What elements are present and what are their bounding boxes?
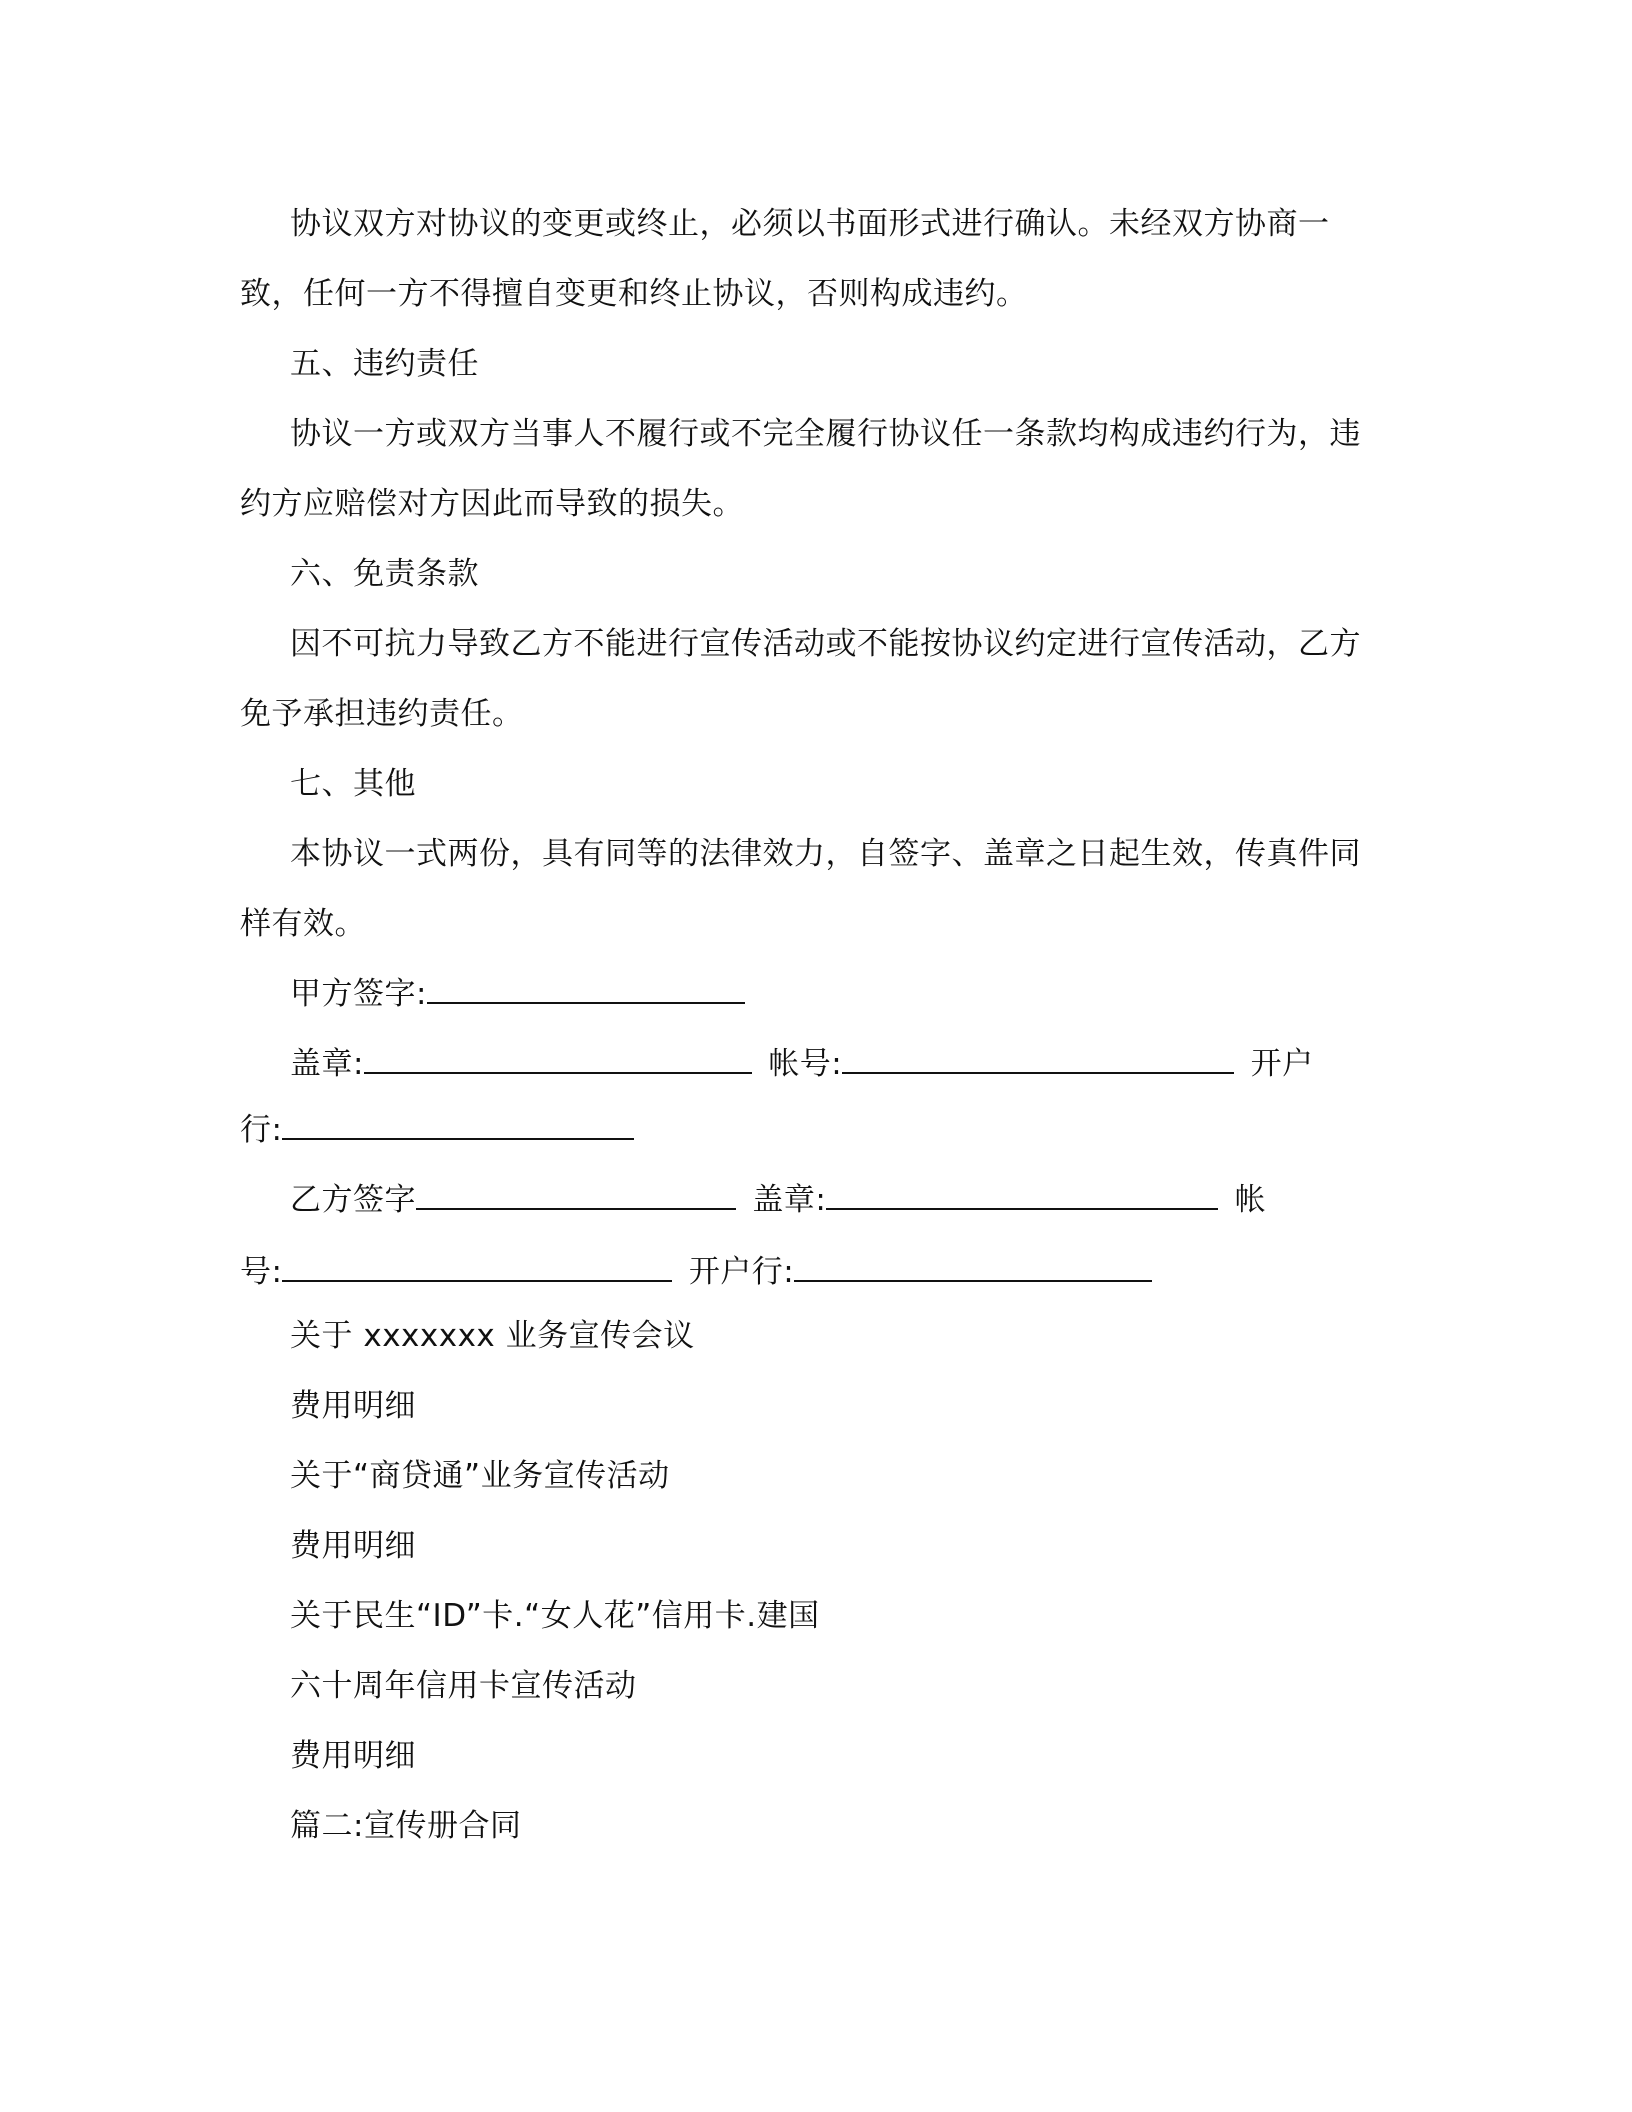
paragraph-line: 协议双方对协议的变更或终止，必须以书面形式进行确认。未经双方协商一 [290,206,1330,242]
paragraph-line: 样有效。 [240,906,366,942]
tail-line: 关于 xxxxxxx 业务宣传会议 [290,1318,695,1354]
tail-line: 费用明细 [290,1738,416,1774]
party-b-signature-line [290,1178,1266,1222]
party-a-sign-label: 甲方签字: [290,976,427,1012]
bank-label-prefix: 开户 [1250,1046,1314,1082]
tail-line: 六十周年信用卡宣传活动 [290,1668,637,1704]
party-b-account-line [240,1250,1158,1294]
party-a-seal-line [290,1042,1314,1086]
paragraph-line: 本协议一式两份，具有同等的法律效力，自签字、盖章之日起生效，传真件同 [290,836,1361,872]
party-b-account-blank[interactable] [282,1250,672,1282]
tail-line: 关于民生“ID”卡.“女人花”信用卡.建国 [290,1598,820,1634]
tail-line: 费用明细 [290,1528,416,1564]
party-a-signature-line [290,972,751,1016]
seal-blank[interactable] [364,1042,752,1074]
tail-line: 关于“商贷通”业务宣传活动 [290,1458,670,1494]
party-b-seal-label: 盖章: [752,1182,827,1218]
paragraph-line: 因不可抗力导致乙方不能进行宣传活动或不能按协议约定进行宣传活动，乙方 [290,626,1361,662]
bank-blank[interactable] [282,1108,634,1140]
account-label: 帐号: [768,1046,843,1082]
party-a-sign-blank[interactable] [427,972,745,1004]
section-heading: 六、免责条款 [290,556,479,592]
paragraph-line: 约方应赔偿对方因此而导致的损失。 [240,486,744,522]
section-heading: 七、其他 [290,766,416,802]
party-a-bank-line [240,1108,640,1152]
account-blank[interactable] [842,1042,1234,1074]
tail-line: 费用明细 [290,1388,416,1424]
paragraph-line: 致，任何一方不得擅自变更和终止协议，否则构成违约。 [240,276,1028,312]
bank-label-suffix: 行: [240,1112,283,1148]
tail-line: 篇二:宣传册合同 [290,1808,522,1844]
section-heading: 五、违约责任 [290,346,479,382]
party-b-account-prefix: 帐 [1234,1182,1267,1218]
party-b-account-suffix: 号: [240,1254,283,1290]
party-b-bank-blank[interactable] [794,1250,1152,1282]
party-b-bank-label: 开户行: [688,1254,795,1290]
party-b-sign-label: 乙方签字 [290,1182,416,1218]
party-b-seal-blank[interactable] [826,1178,1218,1210]
party-b-sign-blank[interactable] [416,1178,736,1210]
paragraph-line: 协议一方或双方当事人不履行或不完全履行协议任一条款均构成违约行为，违 [290,416,1361,452]
paragraph-line: 免予承担违约责任。 [240,696,524,732]
seal-label: 盖章: [290,1046,364,1082]
